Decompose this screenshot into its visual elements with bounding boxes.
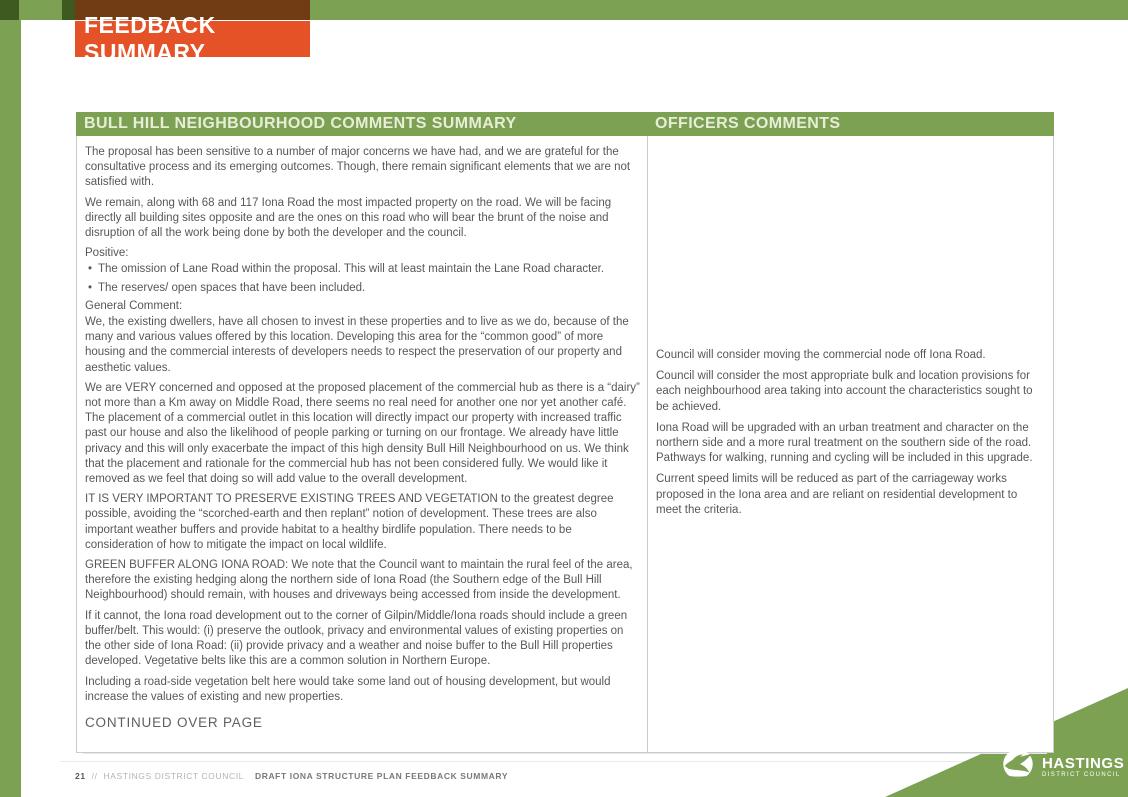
page-number: 21: [75, 771, 86, 781]
comment-block: IT IS VERY IMPORTANT TO PRESERVE EXISTING TREES AND VEGETATION to the greatest degree possible, avoiding the “scorched-earth and then replant” notion of development. These trees are also important weather buffers and provide habitat to a healthy birdlife population. There needs to be consideration of how to mitigate the impact on local wildlife.: [85, 493, 614, 551]
footer-separator: //: [91, 771, 98, 781]
page-title: [75, 12, 310, 65]
bullet-icon: •: [88, 281, 93, 294]
comment-block: Positive:: [85, 247, 129, 260]
topbar-green-segment-2: [310, 0, 1128, 20]
topbar-dark-square: [0, 0, 19, 20]
left-green-strip: [0, 20, 21, 797]
comment-block: Council will consider moving the commercial node off Iona Road.: [656, 349, 986, 361]
column-header-comments-summary: BULL HILL NEIGHBOURHOOD COMMENTS SUMMARY: [84, 115, 517, 132]
comment-block: We, the existing dwellers, have all chosen to invest in these properties and to live as we do, because of the many and various values offered by this location. Developing this area for the “common good” of more housing and the commercial interests of developers needs to respect the preservation of our property and aesthetic values.: [85, 316, 629, 374]
comment-block: Council will consider the most appropriate bulk and location provisions for each neighbourhood area taking into account the characteristics sought to be achieved.: [656, 370, 1033, 413]
logo-name: HASTINGS: [1042, 755, 1125, 772]
logo-text: [1042, 756, 1124, 779]
comment-block: Iona Road will be upgraded with an urban treatment and character on the northern side and a more rural treatment on the southern side of the road. Pathways for walking, running and cycling will be included in this upgrade.: [656, 421, 1033, 465]
comment-block: General Comment:: [85, 299, 183, 312]
bullet-icon: •: [88, 263, 93, 276]
footer-council-name: HASTINGS DISTRICT COUNCIL: [103, 771, 244, 781]
bird-emblem-icon: [999, 746, 1037, 789]
officers-comments-column: [647, 136, 1053, 752]
table-body: [76, 136, 1054, 753]
comment-block: Including a road-side vegetation belt here would take some land out of housing development, but would increase the values of existing and new properties.: [85, 675, 611, 703]
comment-block: • The omission of Lane Road within the proposal. This will at least maintain the Lane Road character.: [85, 262, 642, 277]
comment-block: The proposal has been sensitive to a number of major concerns we have had, and we are grateful for the consultative process and its emerging outcomes. Though, there remain significant elements that we are not satisfied with.: [85, 146, 631, 189]
column-header-officers-comments: OFFICERS COMMENTS: [655, 115, 841, 132]
table-header-row: [76, 112, 1054, 136]
comment-block: GREEN BUFFER ALONG IONA ROAD: We note that the Council want to maintain the rural feel of the area, therefore the existing hedging along the northern side of Iona Road (the Southern edge of the Bull Hill Neighbourhood) should remain, with houses and driveways being accessed from inside the development.: [85, 559, 633, 602]
topbar-dark-square-2: [62, 0, 75, 20]
footer-divider: [60, 761, 1060, 762]
comments-summary-column: [77, 136, 647, 752]
logo-subtitle: DISTRICT COUNCIL: [1042, 772, 1121, 778]
hastings-district-council-logo: [999, 746, 1124, 789]
comment-block: We remain, along with 68 and 117 Iona Road the most impacted property on the road. We will be facing directly all building sites opposite and are the ones on this road who will bear the brunt of the noise and disruption of all the work being done by both the developer and the council.: [85, 196, 612, 240]
topbar-green-segment: [19, 0, 62, 20]
page-footer: [75, 771, 508, 781]
feedback-table: [76, 112, 1054, 753]
footer-document-title: DRAFT IONA STRUCTURE PLAN FEEDBACK SUMMARY: [254, 771, 509, 781]
page-title-text: FEEDBACK SUMMARY: [84, 12, 216, 65]
comment-block: CONTINUED OVER PAGE: [85, 714, 263, 730]
comment-block: • The reserves/ open spaces that have been included.: [85, 281, 642, 296]
comment-block: If it cannot, the Iona road development out to the corner of Gilpin/Middle/Iona roads should include a green buffer/belt. This would: (i) preserve the outlook, privacy and environmental values of existing properties on the other side of Iona Road: (ii) provide privacy and a weather and noise buffer to the Bull Hill properties developed. Vegetative belts like this are a common solution in Northern Europe.: [85, 609, 628, 668]
comment-block: We are VERY concerned and opposed at the proposed placement of the commercial hub as there is a “dairy” not more than a Km away on Middle Road, there seems no real need for another one nor yet another café. The placement of a commercial outlet in this location will directly impact our property with increased traffic past our house and also the likelihood of people parking or turning on our frontage. We already have little privacy and this will only exacerbate the impact of this high density Bull Hill Neighbourhood on us. We think that the placement and rationale for the commercial hub has not been considered fully. We would like it removed as we feel that doing so will add value to the overall development.: [85, 381, 640, 486]
comment-block: Current speed limits will be reduced as part of the carriageway works proposed in the Iona area and are reliant on residential development to meet the criteria.: [656, 473, 1018, 516]
